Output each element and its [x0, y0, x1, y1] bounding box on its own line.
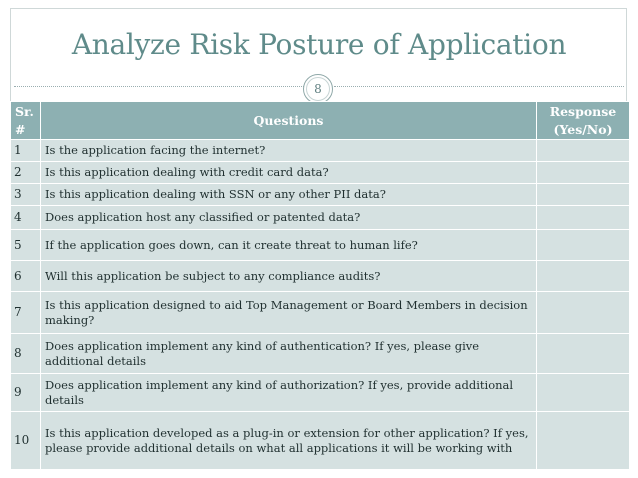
row-response-cell[interactable] — [537, 374, 630, 412]
row-number: 7 — [11, 292, 41, 334]
row-question: Will this application be subject to any compliance audits? — [41, 261, 537, 292]
header-response-line2: (Yes/No) — [553, 121, 613, 137]
row-number: 9 — [11, 374, 41, 412]
row-response-cell[interactable] — [537, 184, 630, 206]
row-question: Does application host any classified or patented data? — [41, 206, 537, 230]
row-response-cell[interactable] — [537, 162, 630, 184]
table-row — [11, 334, 630, 374]
page-number-badge: 8 — [303, 74, 333, 104]
row-question: Is this application developed as a plug-in or extension for other application? If yes, please provide additional details on what all applications it will be working with — [41, 412, 537, 470]
header-questions: Questions — [41, 102, 537, 140]
row-question: Is this application dealing with SSN or any other PII data? — [41, 184, 537, 206]
row-question: Is this application designed to aid Top Management or Board Members in decision making? — [41, 292, 537, 334]
header-sr-number — [11, 102, 41, 140]
row-question: Is this application dealing with credit card data? — [41, 162, 537, 184]
row-response-cell[interactable] — [537, 140, 630, 162]
row-response-cell[interactable] — [537, 261, 630, 292]
slide-title: Analyze Risk Posture of Application — [71, 28, 567, 61]
row-number: 8 — [11, 334, 41, 374]
table-header-row — [11, 102, 630, 140]
header-sr-line1: Sr. — [15, 103, 34, 119]
header-sr-line2: # — [15, 121, 26, 137]
row-number: 2 — [11, 162, 41, 184]
table-row — [11, 412, 630, 470]
table-row — [11, 184, 630, 206]
table-row — [11, 162, 630, 184]
row-question: Does application implement any kind of authorization? If yes, provide additional details — [41, 374, 537, 412]
row-question: If the application goes down, can it create threat to human life? — [41, 230, 537, 261]
risk-questions-table — [10, 101, 630, 470]
row-response-cell[interactable] — [537, 334, 630, 374]
table-row — [11, 230, 630, 261]
row-number: 4 — [11, 206, 41, 230]
row-response-cell[interactable] — [537, 230, 630, 261]
row-question: Is the application facing the internet? — [41, 140, 537, 162]
row-question: Does application implement any kind of authentication? If yes, please give additional details — [41, 334, 537, 374]
title-divider-right — [334, 86, 624, 87]
row-response-cell[interactable] — [537, 206, 630, 230]
table-row — [11, 140, 630, 162]
table-row — [11, 292, 630, 334]
title-divider-left — [14, 86, 304, 87]
row-number: 10 — [11, 412, 41, 470]
table-row — [11, 374, 630, 412]
table-row — [11, 261, 630, 292]
row-response-cell[interactable] — [537, 292, 630, 334]
row-response-cell[interactable] — [537, 412, 630, 470]
header-response — [537, 102, 630, 140]
row-number: 5 — [11, 230, 41, 261]
header-response-line1: Response — [549, 103, 617, 119]
row-number: 6 — [11, 261, 41, 292]
table-row — [11, 206, 630, 230]
row-number: 3 — [11, 184, 41, 206]
row-number: 1 — [11, 140, 41, 162]
